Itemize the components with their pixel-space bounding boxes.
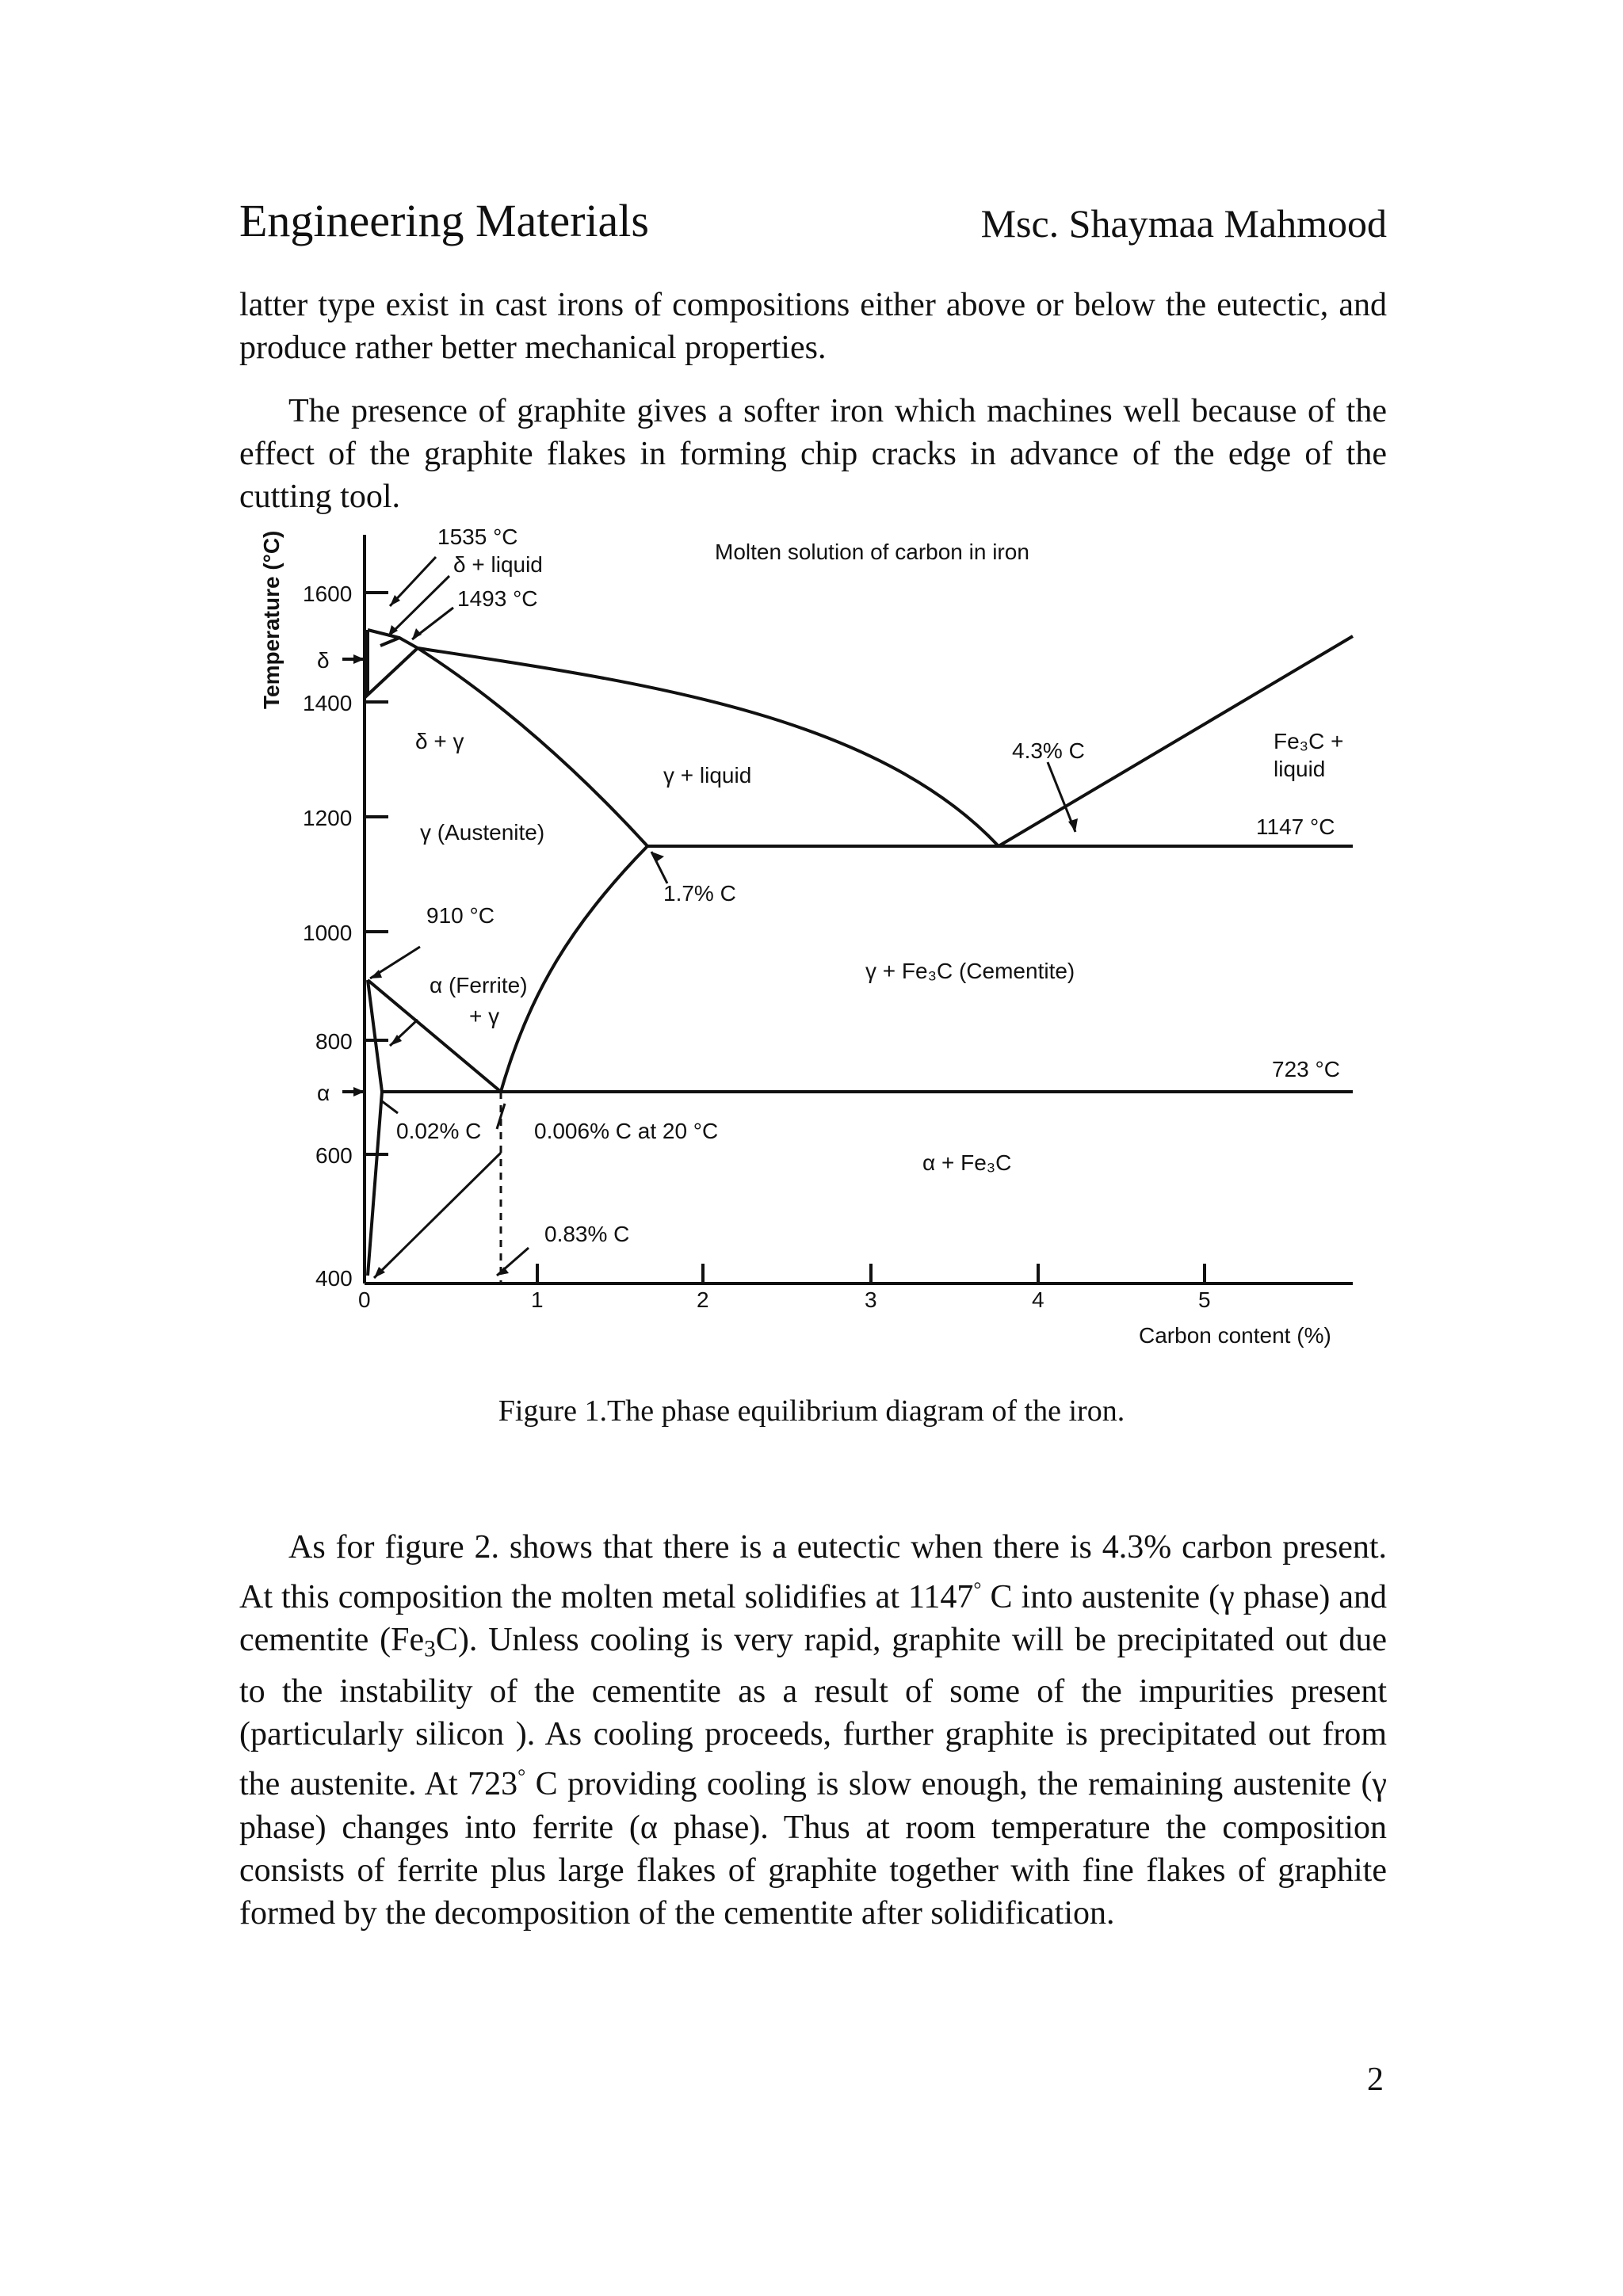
- label-gamma-liquid: γ + liquid: [663, 763, 752, 788]
- label-fe3c-liquid-1: Fe₃C +: [1274, 729, 1344, 753]
- x-axis-label: Carbon content (%): [1139, 1323, 1331, 1348]
- label-austenite: γ (Austenite): [420, 820, 545, 845]
- x-tick-4: 4: [1032, 1287, 1044, 1312]
- header-title: Engineering Materials: [239, 195, 649, 246]
- y-tick-400: 400: [315, 1266, 353, 1291]
- label-plus-gamma: + γ: [469, 1004, 500, 1028]
- paragraph-2: The presence of graphite gives a softer iron which machines well because of the effect of the graphite flakes in forming chip cracks in advance of the edge of the cutting tool.: [239, 393, 1387, 515]
- page-number: 2: [1367, 2061, 1384, 2098]
- iron-phase-diagram: [239, 519, 1390, 1371]
- label-ferrite: α (Ferrite): [430, 973, 528, 997]
- label-alpha-fe3c: α + Fe₃C: [922, 1150, 1012, 1175]
- y-tick-1400: 1400: [303, 691, 353, 715]
- label-0-02c: 0.02% C: [396, 1119, 482, 1143]
- x-tick-0: 0: [358, 1287, 371, 1312]
- x-tick-3: 3: [865, 1287, 877, 1312]
- paragraph-3: As for figure 2. shows that there is a eutectic when there is 4.3% carbon present. At this composition the molten metal solidifies at 1147° C into austenite (γ phase) and cementite $(Fe_3C)$. Unless cooling is very rapid, graphite will be precipitated out due to the instability of the cementite as a result of some of the impurities present (particularly silicon ). As cooling proceeds, further graphite is precipitated out from the austenite. At 723° C providing cooling is slow enough, the remaining austenite (γ phase) changes into ferrite (α phase). Thus at room temperature the composition consists of ferrite plus large flakes of graphite together with fine flakes of graphite formed by the decomposition of the cementite after solidification.: [239, 1529, 1387, 1932]
- label-0-006c: 0.006% C at 20 °C: [534, 1119, 719, 1143]
- label-0-83c: 0.83% C: [544, 1222, 630, 1246]
- header-author: Msc. Shaymaa Mahmood: [980, 201, 1387, 246]
- paragraph-1: latter type exist in cast irons of compositions either above or below the eutectic, and produce rather better mechanical properties.: [239, 287, 1387, 366]
- alpha-boundary-line: [368, 980, 382, 1276]
- label-723: 723 °C: [1272, 1057, 1340, 1081]
- label-gamma-fe3c: γ + Fe₃C (Cementite): [865, 959, 1075, 983]
- label-4-3c: 4.3% C: [1012, 738, 1085, 763]
- label-delta-gamma: δ + γ: [415, 729, 464, 753]
- label-molten: Molten solution of carbon in iron: [715, 540, 1029, 564]
- y-tick-600: 600: [315, 1143, 353, 1168]
- label-delta-liquid: δ + liquid: [453, 552, 543, 577]
- y-tick-1600: 1600: [303, 582, 353, 606]
- figure-caption: Figure 1.The phase equilibrium diagram of the iron.: [498, 1394, 1125, 1428]
- label-1-7c: 1.7% C: [663, 881, 736, 906]
- label-1493: 1493 °C: [457, 586, 538, 611]
- y-tick-1200: 1200: [303, 806, 353, 830]
- x-tick-5: 5: [1198, 1287, 1211, 1312]
- y-marker-delta: δ: [317, 648, 330, 673]
- x-tick-2: 2: [697, 1287, 709, 1312]
- acm-line: [501, 846, 647, 1092]
- y-marker-alpha: α: [317, 1081, 330, 1105]
- label-910: 910 °C: [426, 903, 495, 928]
- y-tick-1000: 1000: [303, 921, 353, 945]
- y-axis-label: Temperature (°C): [259, 530, 284, 709]
- x-tick-1: 1: [531, 1287, 544, 1312]
- y-tick-800: 800: [315, 1029, 353, 1054]
- phase-diagram-svg: [239, 519, 1390, 1371]
- label-1147: 1147 °C: [1256, 814, 1335, 839]
- label-fe3c-liquid-2: liquid: [1274, 757, 1326, 781]
- label-1535: 1535 °C: [437, 524, 518, 549]
